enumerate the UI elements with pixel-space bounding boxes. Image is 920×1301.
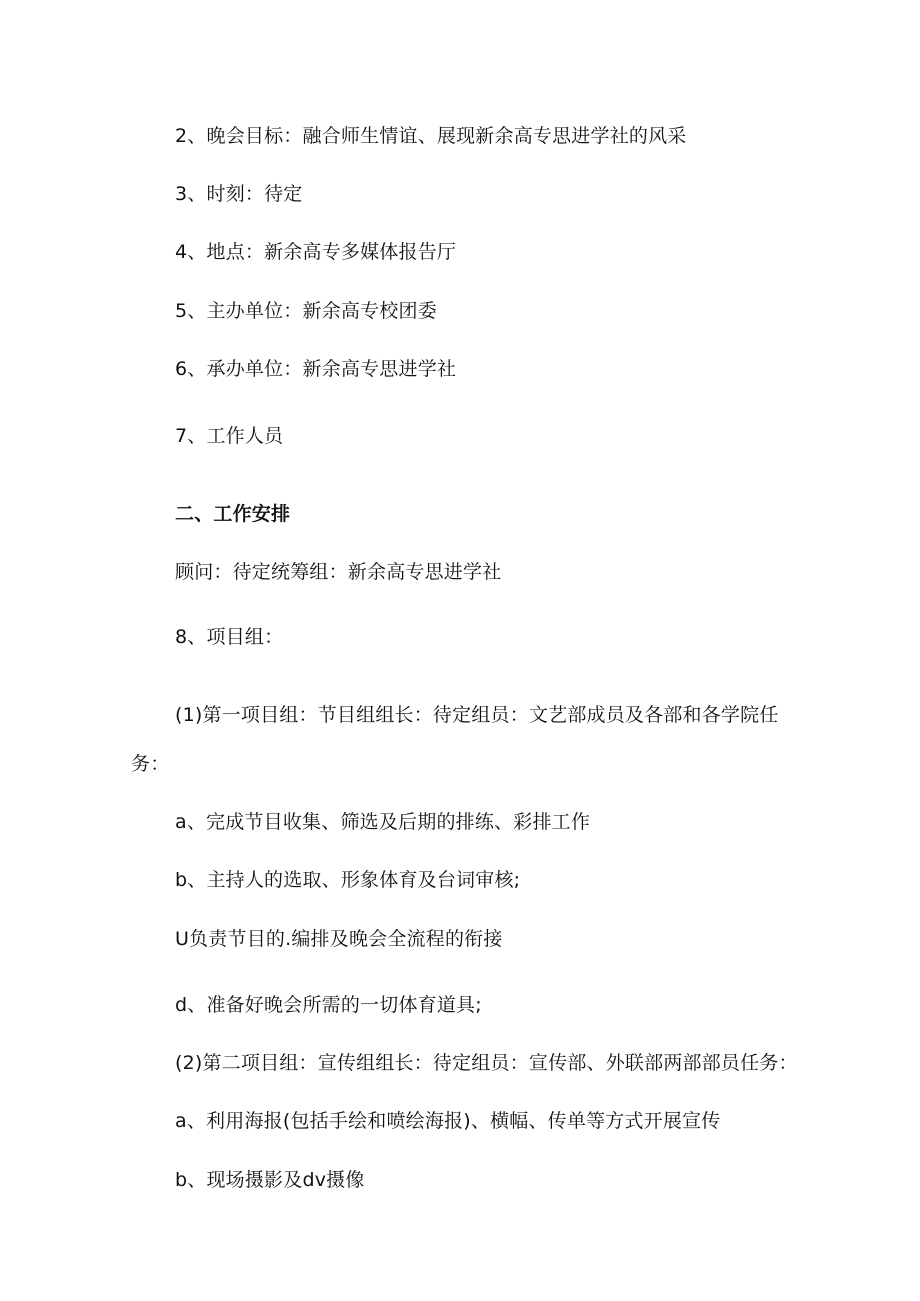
group1-task-c: U负责节目的.编排及晚会全流程的衔接 — [175, 928, 503, 950]
group2-title: (2)第二项目组：宣传组组长：待定组员：宣传部、外联部两部部员任务： — [175, 1052, 798, 1074]
item-staff: 7、工作人员 — [175, 425, 284, 447]
item-time: 3、时刻：待定 — [175, 183, 303, 205]
section-heading: 二、工作安排 — [175, 503, 291, 525]
item-organizer: 5、主办单位：新余高专校团委 — [175, 300, 437, 322]
advisor-line: 顾问：待定统筹组：新余高专思进学社 — [175, 561, 502, 583]
item-undertaker: 6、承办单位：新余高专思进学社 — [175, 358, 457, 380]
group1-task-d: d、准备好晚会所需的一切体育道具; — [175, 994, 482, 1016]
item-goal: 2、晚会目标：融合师生情谊、展现新余高专思进学社的风采 — [175, 125, 687, 147]
group1-task-b: b、主持人的选取、形象体育及台词审核; — [175, 869, 521, 891]
group2-task-a: a、利用海报(包括手绘和喷绘海报)、横幅、传单等方式开展宣传 — [175, 1110, 721, 1132]
group1-title: (1)第一项目组：节目组组长：待定组员：文艺部成员及各部和各学院任 — [175, 704, 779, 726]
item-location: 4、地点：新余高专多媒体报告厅 — [175, 241, 457, 263]
group2-task-b: b、现场摄影及dv摄像 — [175, 1169, 365, 1191]
group1-task-a: a、完成节目收集、筛选及后期的排练、彩排工作 — [175, 811, 591, 833]
project-group-title: 8、项目组： — [175, 626, 284, 648]
group1-title-continued: 务： — [131, 753, 170, 775]
